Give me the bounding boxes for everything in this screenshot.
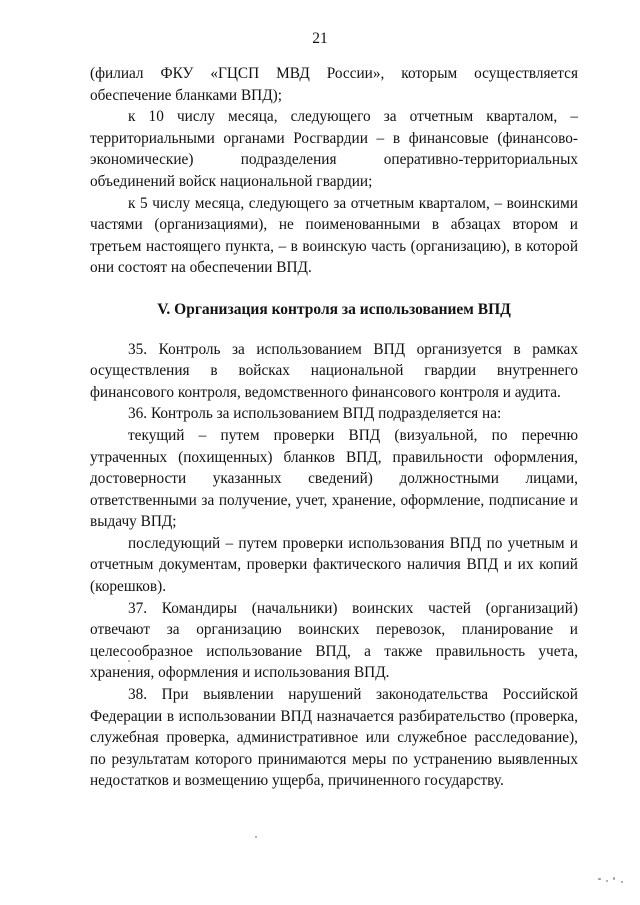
document-body bbox=[90, 63, 578, 792]
paragraph-subsequent-control: последующий – путем проверки использования ВПД по учетным и отчетным документам, проверки фактического наличия ВПД и их копий (корешков). bbox=[90, 534, 578, 596]
page-number: 21 bbox=[312, 30, 328, 47]
paragraph-36: 36. Контроль за использованием ВПД подразделяется на: bbox=[128, 405, 502, 423]
scan-speck bbox=[606, 880, 608, 882]
paragraph-branch-note: (филиал ФКУ «ГЦСП МВД России», которым осуществляется обеспечение бланками ВПД); bbox=[90, 65, 578, 104]
paragraph-35: 35. Контроль за использованием ВПД организуется в рамках осуществления в войсках национальной гвардии внутреннего финансового контроля, ведомственного финансового контроля и аудита. bbox=[90, 340, 578, 401]
scan-speck bbox=[613, 877, 615, 880]
section-heading: V. Организация контроля за использованием ВПД bbox=[157, 300, 511, 318]
paragraph-38: 38. При выявлении нарушений законодательства Российской Федерации в использовании ВПД назначается разбирательство (проверка, служебная проверка, административное или служебное расследование), по результатам которого принимаются меры по устранению выявленных недостатков и возмещению ущерба, причиненного государству. bbox=[90, 686, 578, 790]
paragraph-deadline-5: к 5 числу месяца, следующего за отчетным кварталом, – воинскими частями (организациями), не поименованными в абзацах втором и третьем настоящего пункта, – в воинскую часть (организацию), в которой они состоят на обеспечении ВПД. bbox=[90, 194, 578, 277]
paragraph-current-control: текущий – путем проверки ВПД (визуальной, по перечню утраченных (похищенных) бланков ВПД, правильности оформления, достоверности указанных сведений) должностными лицами, ответственными за получение, учет, хранение, оформление, подписание и выдачу ВПД; bbox=[90, 426, 578, 531]
scan-speck bbox=[598, 878, 601, 880]
scan-speck bbox=[128, 660, 130, 662]
scan-speck bbox=[255, 836, 257, 838]
paragraph-deadline-10: к 10 числу месяца, следующего за отчетным кварталом, – территориальными органами Росгвардии – в финансовые (финансово-экономические) подразделения оперативно-территориальных объединений войск национальной гвардии; bbox=[90, 108, 578, 190]
scan-speck bbox=[621, 881, 623, 883]
paragraph-37: 37. Командиры (начальники) воинских частей (организаций) отвечают за организацию воинских перевозок, планирование и целесообразное использование ВПД, а также правильность учета, хранения, оформления и использования ВПД. bbox=[90, 599, 578, 682]
